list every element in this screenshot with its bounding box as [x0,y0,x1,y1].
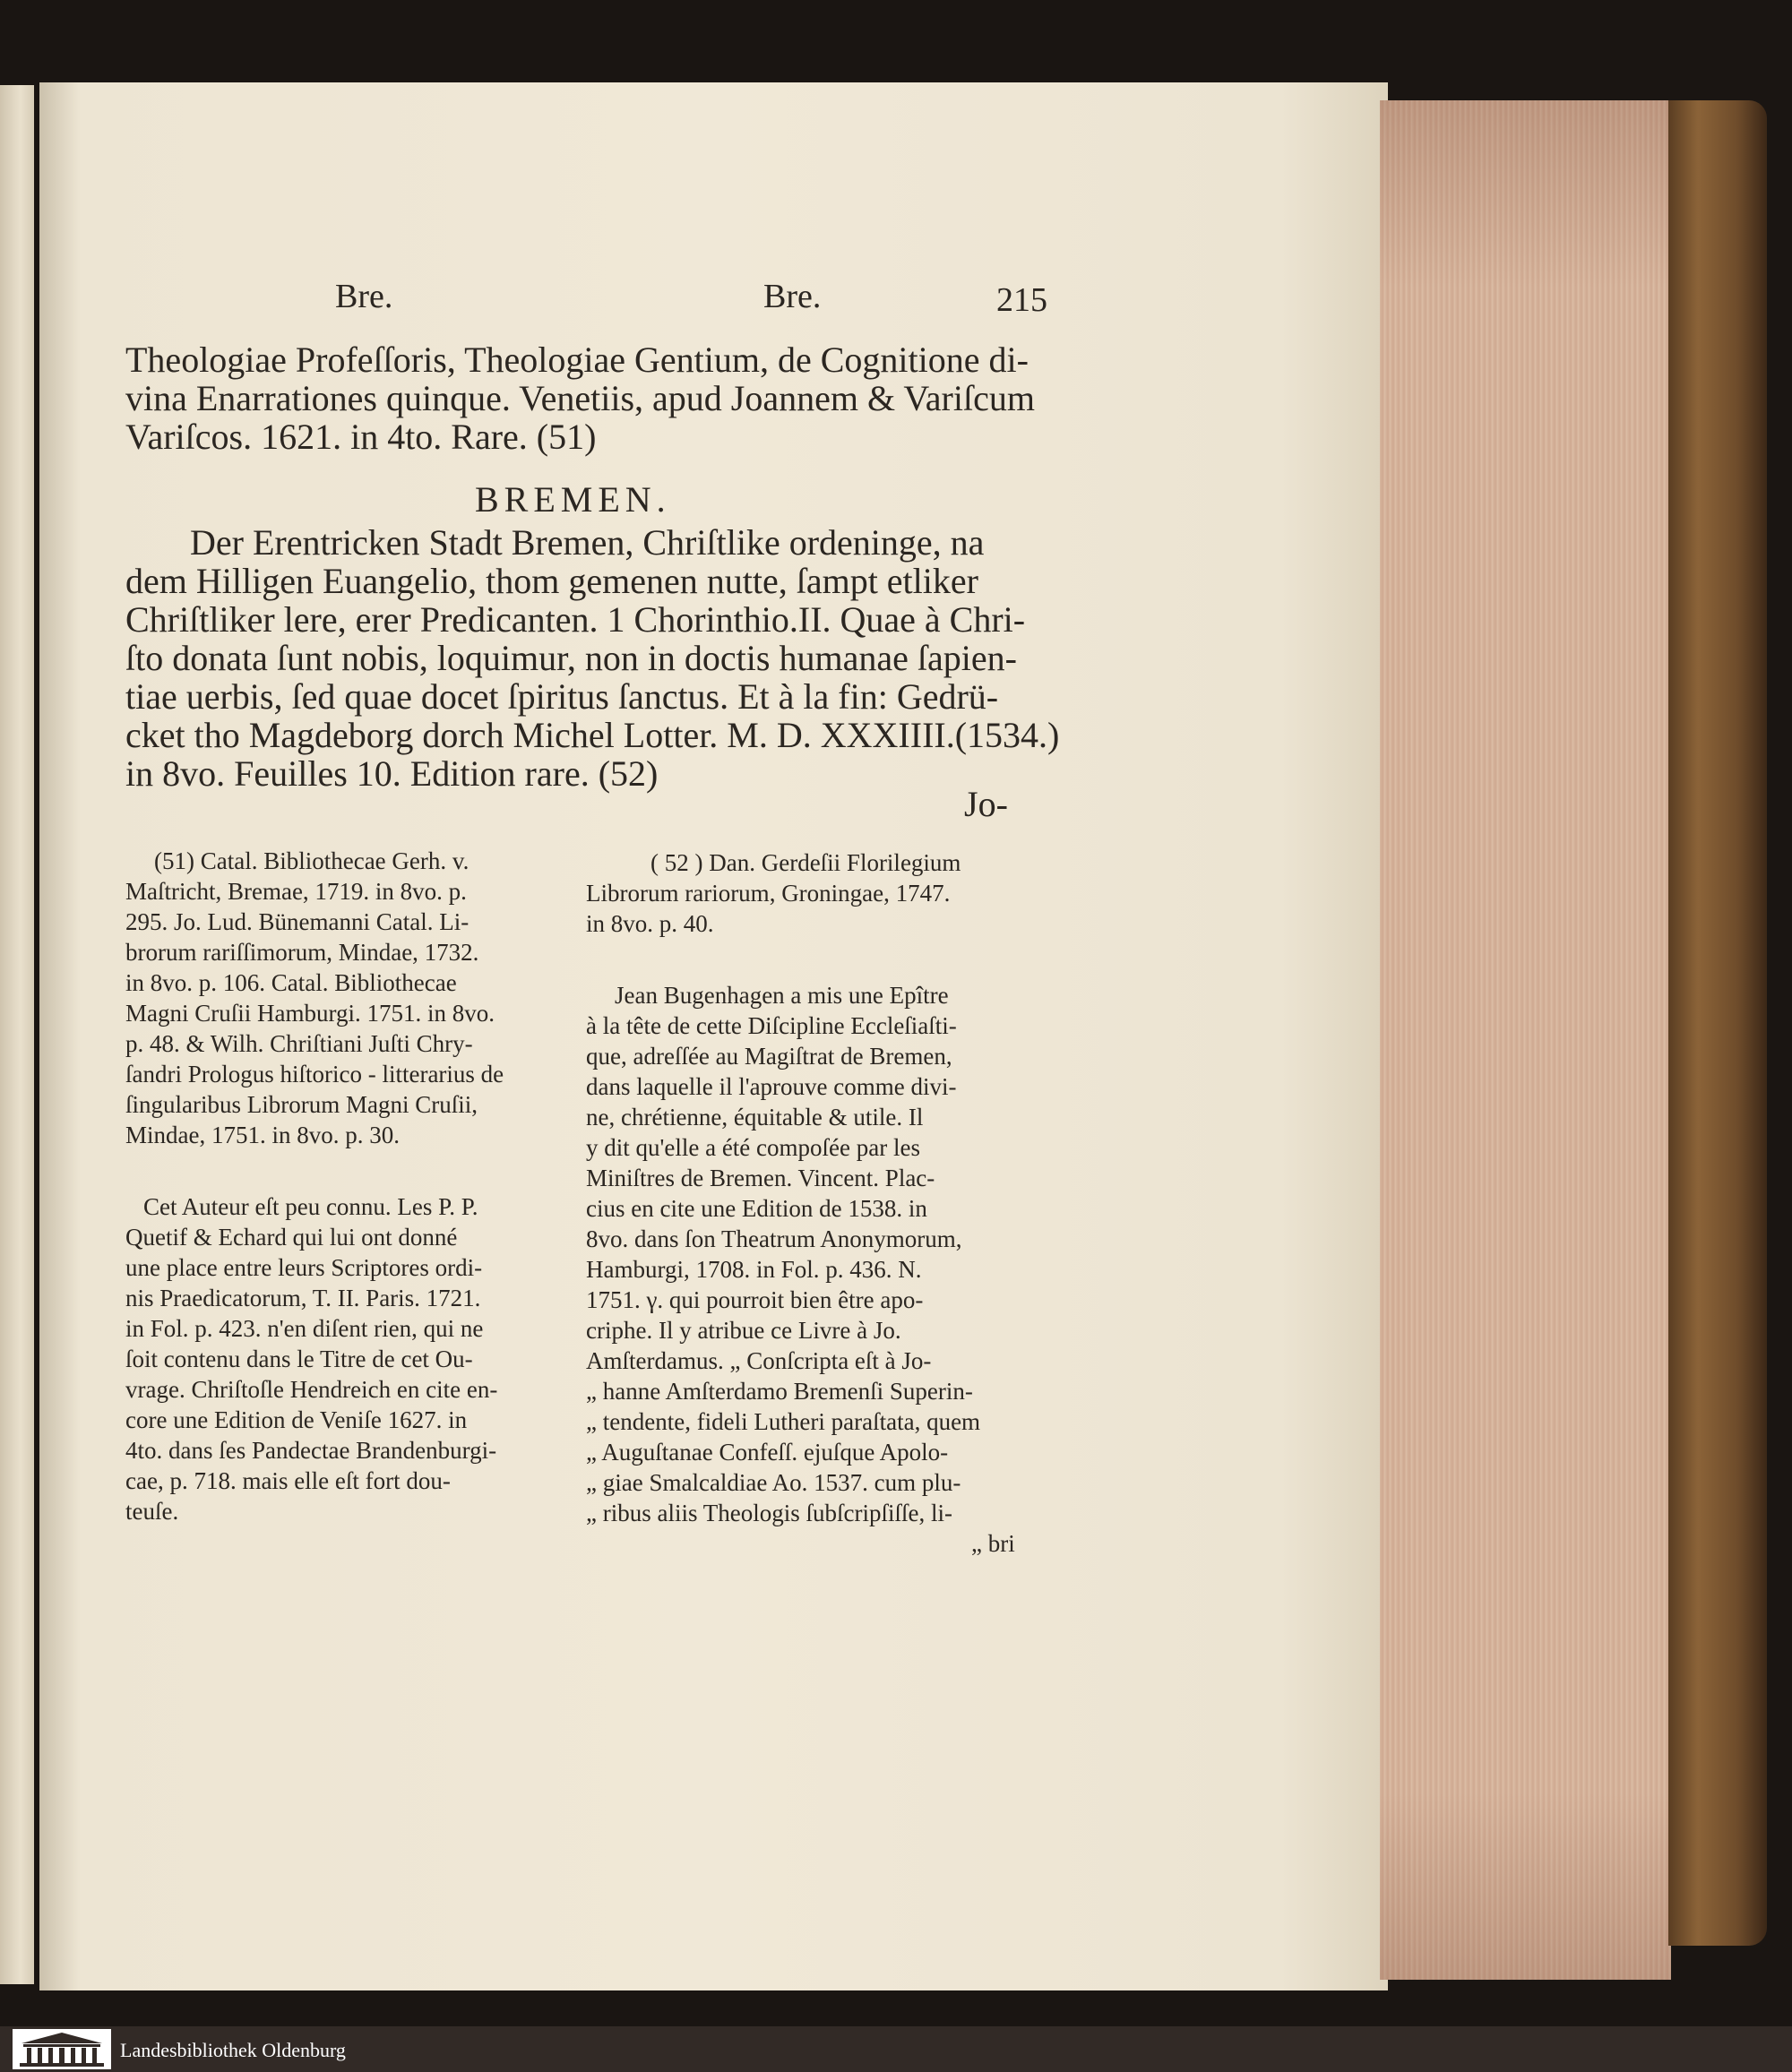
footnote-line: „ bri [971,1530,1015,1557]
footnote-line: (51) Catal. Bibliothecae Gerh. v. [154,847,470,874]
footnote-line: „ ribus aliis Theologis ſubſcripſiſſe, li- [586,1500,952,1526]
footnote-line: 4to. dans ſes Pandectae Brandenburgi- [125,1437,497,1464]
intro-line: vina Enarrationes quinque. Venetiis, apud Joannem & Variſcum [125,378,1035,418]
footnote-line: Mindae, 1751. in 8vo. p. 30. [125,1122,400,1148]
footnote-line: à la tête de cette Diſcipline Eccleſiaſti- [586,1012,957,1039]
entry-line: in 8vo. Feuilles 10. Edition rare. (52) [125,753,659,794]
footnote-line: Magni Cruſii Hamburgi. 1751. in 8vo. [125,1000,495,1027]
footnote-line: 8vo. dans ſon Theatrum Anonymorum, [586,1225,962,1252]
entry-line: dem Hilligen Euangelio, thom gemenen nutte, ſampt etliker [125,561,978,601]
running-head-left: Bre. [335,278,393,315]
footnote-line: ( 52 ) Dan. Gerdeſii Florilegium [650,849,961,876]
footnote-line: Miniſtres de Bremen. Vincent. Plac- [586,1165,935,1191]
footnote-line: in 8vo. p. 106. Catal. Bibliothecae [125,969,457,996]
footnote-line: une place entre leurs Scriptores ordi- [125,1254,483,1281]
footnote-line: Amſterdamus. „ Conſcripta eſt à Jo- [586,1347,932,1374]
footnote-line: Librorum rariorum, Groningae, 1747. [586,880,951,907]
footnote-line: ne, chrétienne, équitable & utile. Il [586,1104,924,1131]
footnote-line: que, adreſſée au Magiſtrat de Bremen, [586,1043,952,1070]
footnote-line: dans laquelle il l'aprouve comme divi- [586,1073,957,1100]
entry-line: Chriſtliker lere, erer Predicanten. 1 Chorinthio.II. Quae à Chri- [125,599,1026,640]
footnote-line: in 8vo. p. 40. [586,910,714,937]
footnote-line: Jean Bugenhagen a mis une Epître [615,982,949,1009]
catchword: Jo- [964,784,1008,824]
footnote-line: nis Praedicatorum, T. II. Paris. 1721. [125,1285,481,1311]
footnote-line: ſingularibus Librorum Magni Cruſii, [125,1091,478,1118]
intro-line: Theologiae Profeſſoris, Theologiae Gentium, de Cognitione di- [125,340,1029,380]
running-head-center: Bre. [763,278,822,315]
footnote-line: criphe. Il y atribue ce Livre à Jo. [586,1317,901,1344]
footnote-line: Maſtricht, Bremae, 1719. in 8vo. p. [125,878,467,905]
footnote-line: ſandri Prologus hiſtorico - litterarius de [125,1061,504,1088]
page-edges [1380,100,1671,1980]
entry-line: Der Erentricken Stadt Bremen, Chriſtlike ordeninge, na [190,522,985,563]
footnote-line: p. 48. & Wilh. Chriſtiani Juſti Chry- [125,1030,473,1057]
footnote-line: 295. Jo. Lud. Bünemanni Catal. Li- [125,908,470,935]
section-title: BREMEN. [475,479,671,520]
page-number: 215 [996,281,1047,319]
footnote-line: ſoit contenu dans le Titre de cet Ou- [125,1346,473,1372]
footnote-line: core une Edition de Veniſe 1627. in [125,1406,468,1433]
left-page-edge [0,85,34,1984]
footnote-line: Cet Auteur eſt peu connu. Les P. P. [143,1193,478,1220]
footnote-line: in Fol. p. 423. n'en diſent rien, qui ne [125,1315,484,1342]
footnote-line: brorum rariſſimorum, Mindae, 1732. [125,939,479,966]
entry-line: tiae uerbis, ſed quae docet ſpiritus ſanctus. Et à la fin: Gedrü- [125,676,999,717]
footnote-line: cius en cite une Edition de 1538. in [586,1195,927,1222]
footnote-line: vrage. Chriſtoſle Hendreich en cite en- [125,1376,498,1403]
footnote-line: „ Auguſtanae Confeſſ. ejuſque Apolo- [586,1439,949,1466]
footnote-line: y dit qu'elle a été compoſée par les [586,1134,920,1161]
entry-line: ſto donata ſunt nobis, loquimur, non in doctis humanae ſapien- [125,638,1017,678]
footnote-line: „ hanne Amſterdamo Bremenſi Superin- [586,1378,973,1405]
footnote-line: „ tendente, fideli Lutheri paraſtata, quem [586,1408,981,1435]
entry-line: cket tho Magdeborg dorch Michel Lotter. M. D. XXXIIII.(1534.) [125,715,1060,755]
footnote-line: cae, p. 718. mais elle eſt fort dou- [125,1467,451,1494]
library-building-icon [13,2029,111,2069]
footnote-line: Quetif & Echard qui lui ont donné [125,1224,458,1251]
footnote-line: Hamburgi, 1708. in Fol. p. 436. N. [586,1256,922,1283]
intro-line: Variſcos. 1621. in 4to. Rare. (51) [125,417,597,457]
footer-library-name: Landesbibliothek Oldenburg [120,2039,346,2061]
footnote-line: 1751. γ. qui pourroit bien être apo- [586,1286,924,1313]
book-cover [1668,100,1767,1946]
footnote-line: „ giae Smalcaldiae Ao. 1537. cum plu- [586,1469,961,1496]
footnote-line: teuſe. [125,1498,179,1525]
